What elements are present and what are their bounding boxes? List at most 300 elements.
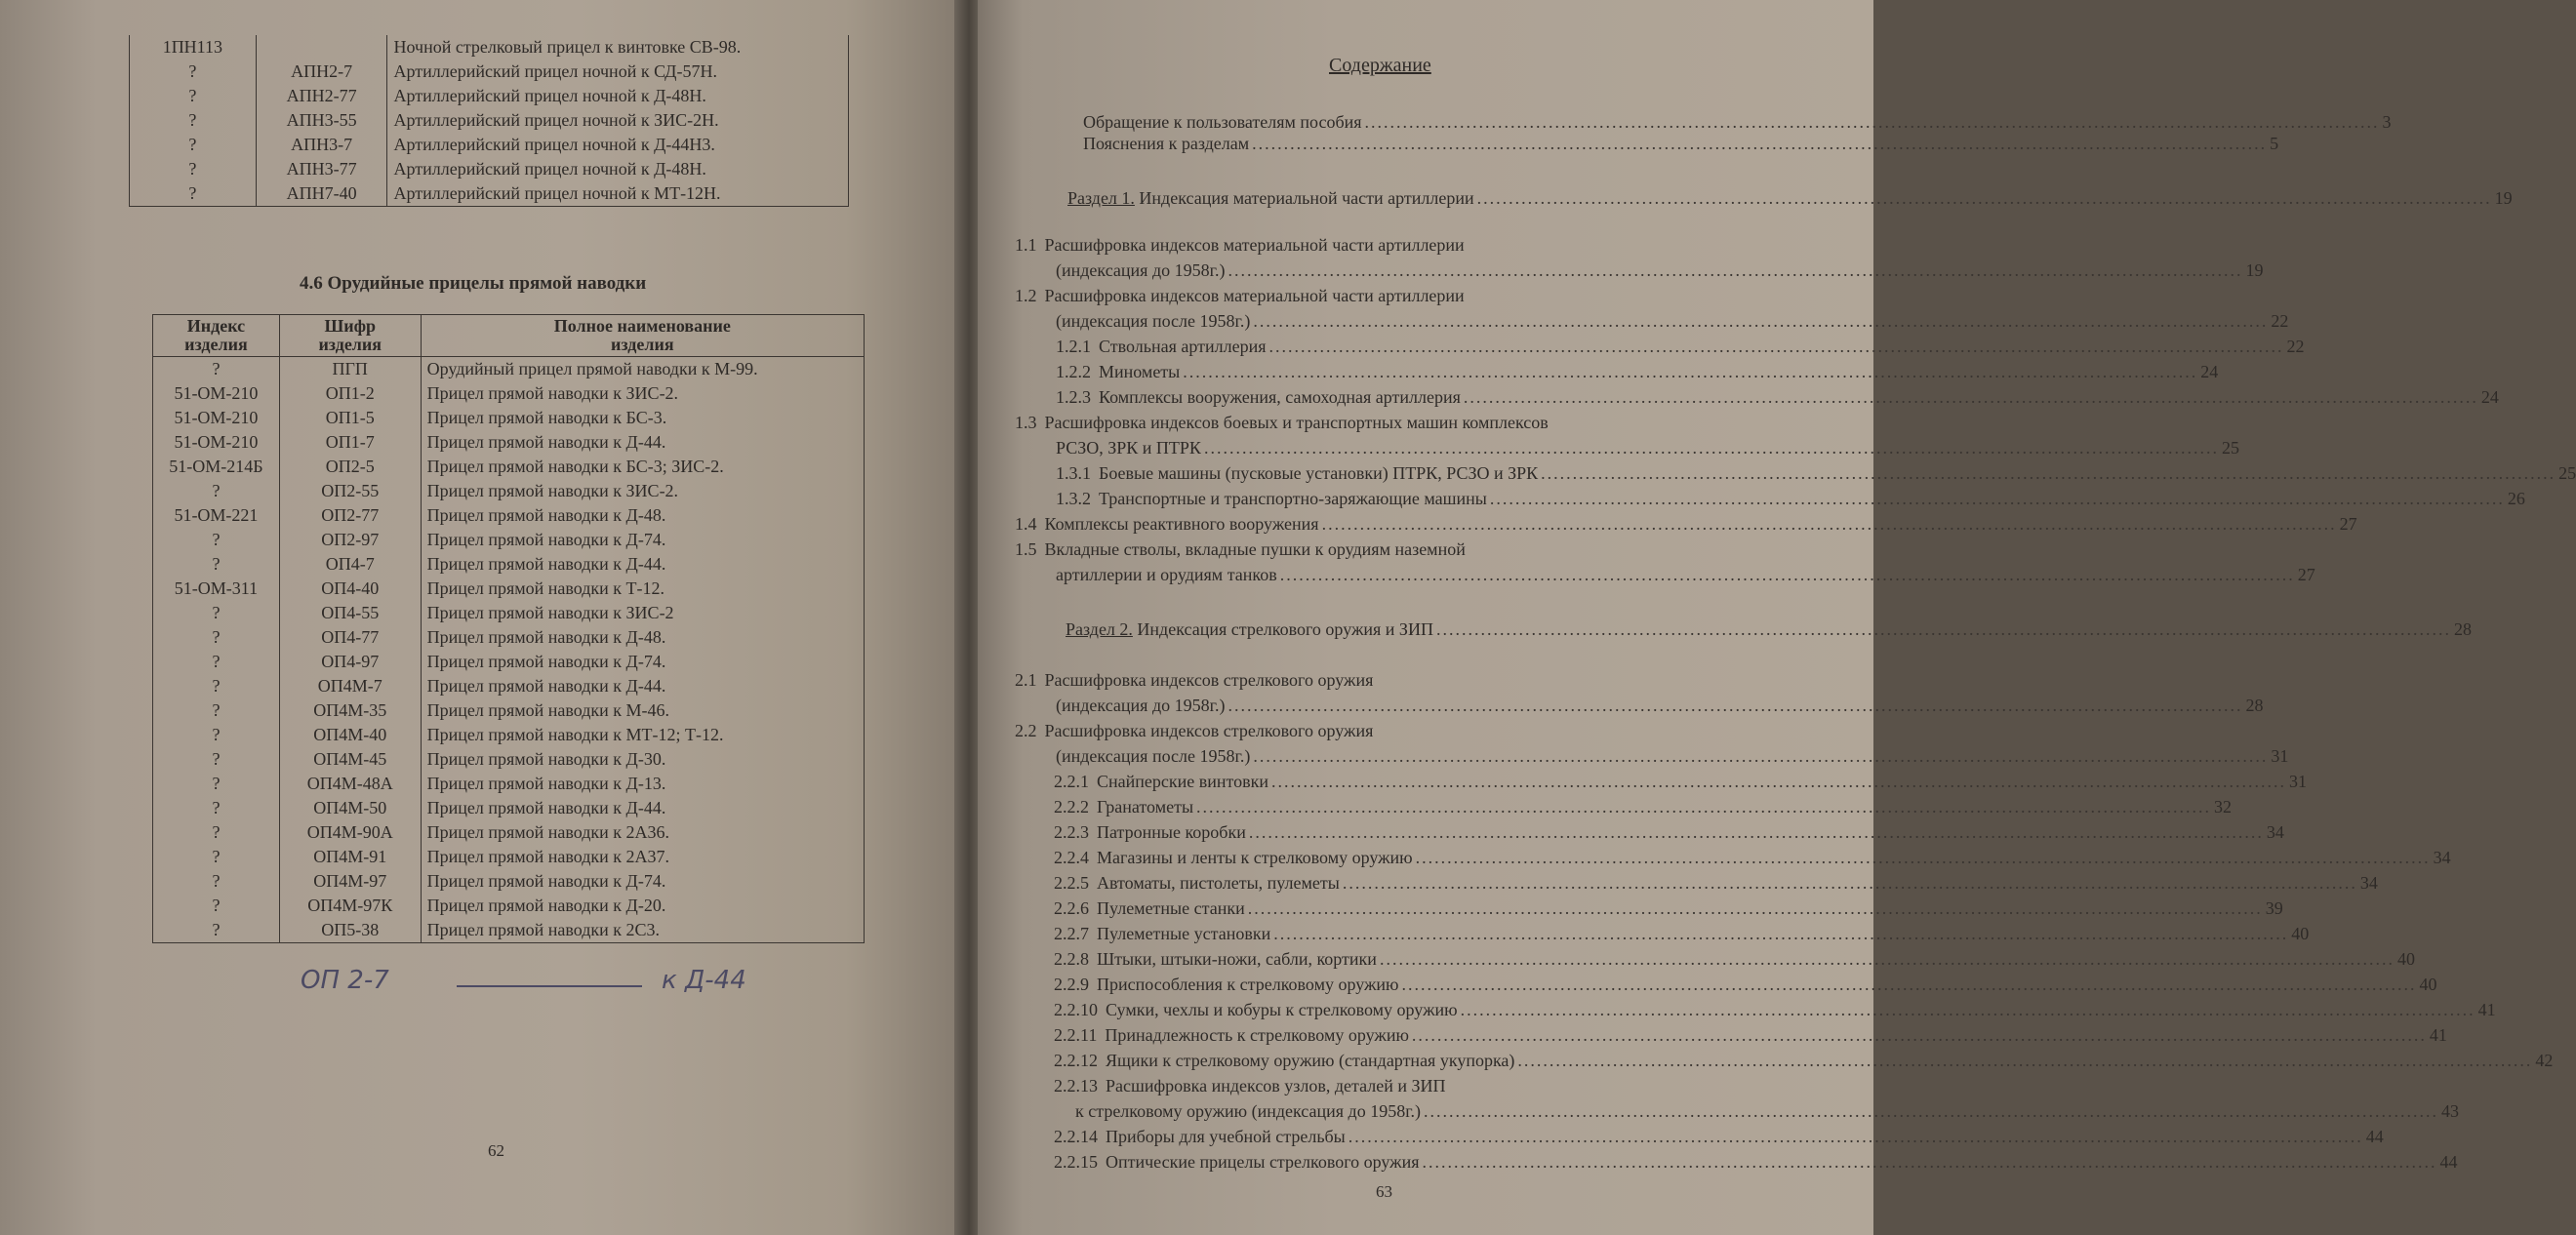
cell-code: ОП4М-90А: [279, 820, 421, 845]
header-name-line2: изделия: [611, 335, 674, 354]
toc-item: [1054, 794, 2233, 819]
cell-index: ?: [153, 650, 280, 674]
cell-index: ?: [153, 674, 280, 698]
cell-code: ОП2-55: [279, 479, 421, 503]
toc-page-number: 19: [2245, 260, 2264, 280]
cell-name: Артиллерийский прицел ночной к ЗИС-2Н.: [387, 108, 849, 133]
toc-number: 2.2.8: [1054, 949, 1089, 969]
cell-code: ОП4М-91: [279, 845, 421, 869]
header-index-line1: Индекс: [186, 316, 246, 336]
toc-page-number: 28: [2453, 619, 2472, 639]
toc-page-number: 34: [2266, 822, 2284, 842]
toc-leader-dots: [1343, 870, 2357, 896]
cell-index: ?: [153, 772, 280, 796]
toc-item: [1054, 896, 2283, 921]
cell-index: ?: [130, 84, 257, 108]
toc-leader-dots: [1204, 435, 2219, 460]
toc-text: Расшифровка индексов материальной части артиллерии: [1044, 286, 1465, 305]
table-row: [153, 430, 865, 455]
toc-text: Приборы для учебной стрельбы: [1106, 1127, 1346, 1146]
cell-index: 51-ОМ-214Б: [153, 455, 280, 479]
table-row: [153, 796, 865, 820]
cell-code: ОП4М-48А: [279, 772, 421, 796]
toc-number: 1.3.1: [1056, 463, 1091, 483]
cell-name: Прицел прямой наводки к ЗИС-2.: [421, 479, 864, 503]
table-row: [153, 479, 865, 503]
toc-item: [1056, 359, 2219, 384]
cell-name: Прицел прямой наводки к Д-44.: [421, 552, 864, 577]
toc-page-number: 40: [2291, 924, 2310, 943]
toc-text: Комплексы вооружения, самоходная артиллерия: [1099, 387, 1461, 407]
toc-leader-dots: [1461, 997, 2475, 1022]
cell-code: ОП4М-97: [279, 869, 421, 894]
cell-index: ?: [130, 181, 257, 207]
toc-number: 2.2.15: [1054, 1152, 1098, 1172]
toc-text: Принадлежность к стрелковому оружию: [1105, 1025, 1409, 1045]
toc-item: [1054, 1149, 2458, 1175]
toc-item: [1054, 819, 2284, 845]
cell-name: Прицел прямой наводки к 2С3.: [421, 918, 864, 943]
toc-leader-dots: [1249, 819, 2264, 845]
cell-name: Прицел прямой наводки к Т-12.: [421, 577, 864, 601]
toc-number: 1.4: [1015, 514, 1037, 534]
toc-item: [1054, 997, 2496, 1022]
toc-item: [1015, 283, 1465, 308]
table-row: [130, 108, 849, 133]
cell-code: ОП4М-40: [279, 723, 421, 747]
toc-page-number: 34: [2433, 848, 2451, 867]
toc-leader-dots: [1348, 1124, 2363, 1149]
cell-index: 51-ОМ-210: [153, 430, 280, 455]
table-row: [130, 157, 849, 181]
table-row: [153, 601, 865, 625]
toc-section-prefix: Раздел 2.: [1066, 619, 1133, 639]
cell-name: Прицел прямой наводки к БС-3; ЗИС-2.: [421, 455, 864, 479]
cell-name: Прицел прямой наводки к Д-44.: [421, 674, 864, 698]
toc-page-number: 44: [2365, 1127, 2384, 1146]
toc-page-number: 31: [2271, 746, 2289, 766]
toc-number: 2.2.11: [1054, 1025, 1098, 1045]
cell-index: ?: [153, 601, 280, 625]
cell-code: ОП4-7: [279, 552, 421, 577]
cell-code: ОП4-40: [279, 577, 421, 601]
cell-index: ?: [130, 60, 257, 84]
cell-code: АПН3-7: [256, 133, 387, 157]
cell-name: Артиллерийский прицел ночной к Д-48Н.: [387, 84, 849, 108]
header-index: [153, 315, 280, 357]
cell-index: ?: [153, 820, 280, 845]
toc-number: 2.2.10: [1054, 1000, 1098, 1019]
table-row: [153, 406, 865, 430]
cell-index: ?: [130, 108, 257, 133]
cell-index: ?: [153, 357, 280, 382]
toc-text: Расшифровка индексов узлов, деталей и ЗИП: [1106, 1076, 1446, 1096]
toc-item: [1015, 718, 1373, 743]
toc-page-number: 5: [2270, 134, 2279, 153]
toc-page-number: 27: [2297, 565, 2315, 584]
cell-index: 51-ОМ-210: [153, 406, 280, 430]
toc-text: Расшифровка индексов стрелкового оружия: [1044, 721, 1374, 740]
toc-item: [1056, 308, 2289, 334]
cell-index: ?: [153, 528, 280, 552]
table-row: [153, 625, 865, 650]
toc-number: 2.2.1: [1054, 772, 1089, 791]
toc-number: 1.5: [1015, 539, 1037, 559]
toc-leader-dots: [1380, 946, 2395, 972]
toc-text: Пулеметные установки: [1097, 924, 1271, 943]
toc-page-number: 31: [2289, 772, 2308, 791]
table-row: [153, 552, 865, 577]
toc-item: [1056, 486, 2525, 511]
header-code-line2: изделия: [318, 335, 382, 354]
toc-text: Пояснения к разделам: [1083, 134, 1250, 153]
toc-page-number: 40: [2396, 949, 2415, 969]
toc-page-number: 19: [2494, 188, 2513, 208]
table-row: [153, 747, 865, 772]
cell-name: Артиллерийский прицел ночной к Д-48Н.: [387, 157, 849, 181]
table-row: [153, 503, 865, 528]
toc-item: [1015, 232, 1465, 258]
cell-name: Прицел прямой наводки к ЗИС-2.: [421, 381, 864, 406]
toc-text: Минометы: [1099, 362, 1181, 381]
cell-index: ?: [130, 157, 257, 181]
table-row: [153, 698, 865, 723]
night-sights-table: [129, 35, 849, 207]
toc-leader-dots: [1273, 921, 2288, 946]
table-row: [153, 723, 865, 747]
toc-page-number: 24: [2480, 387, 2499, 407]
handwritten-note-1: ОП 2-7: [301, 966, 389, 995]
cell-name: Прицел прямой наводки к МТ-12; Т-12.: [421, 723, 864, 747]
cell-name: Прицел прямой наводки к Д-13.: [421, 772, 864, 796]
cell-index: 51-ОМ-311: [153, 577, 280, 601]
toc-item: [1056, 258, 2264, 283]
toc-item: [1015, 410, 1549, 435]
toc-text: Расшифровка индексов боевых и транспортных машин комплексов: [1044, 413, 1549, 432]
toc-item: [1054, 1124, 2384, 1149]
toc-page-number: 25: [2221, 438, 2239, 458]
toc-item: [1056, 384, 2499, 410]
toc-item: [1056, 334, 2305, 359]
header-code-line1: Шифр: [324, 316, 377, 336]
toc-text: (индексация после 1958г.): [1056, 746, 1251, 766]
cell-code: ОП2-77: [279, 503, 421, 528]
cell-code: ОП4М-45: [279, 747, 421, 772]
toc-number: 2.2.4: [1054, 848, 1089, 867]
table-header-row: [153, 315, 865, 357]
cell-name: Прицел прямой наводки к ЗИС-2: [421, 601, 864, 625]
table-row: [153, 772, 865, 796]
toc-page-number: 26: [2507, 489, 2525, 508]
toc-leader-dots: [1228, 258, 2242, 283]
toc-text: (индексация до 1958г.): [1056, 260, 1226, 280]
toc-page-number: 39: [2265, 898, 2283, 918]
cell-code: ОП4М-50: [279, 796, 421, 820]
header-name-line1: Полное наименование: [553, 316, 731, 336]
toc-page-number: 32: [2214, 797, 2233, 817]
toc-page-number: 41: [2429, 1025, 2447, 1045]
toc-leader-dots: [1477, 185, 2492, 211]
table-row: [153, 381, 865, 406]
toc-text: [1067, 185, 1474, 211]
toc-page-number: 3: [2382, 112, 2392, 132]
table-row: [153, 894, 865, 918]
toc-text: Сумки, чехлы и кобуры к стрелковому оружию: [1106, 1000, 1458, 1019]
toc-text: Ствольная артиллерия: [1099, 337, 1267, 356]
cell-name: Прицел прямой наводки к Д-44.: [421, 796, 864, 820]
toc-text: Расшифровка индексов материальной части артиллерии: [1044, 235, 1465, 255]
cell-index: ?: [153, 625, 280, 650]
toc-text: Боевые машины (пусковые установки) ПТРК, РСЗО и ЗРК: [1099, 463, 1539, 483]
table-row: [153, 455, 865, 479]
cell-code: ОП2-97: [279, 528, 421, 552]
cell-name: Прицел прямой наводки к Д-74.: [421, 650, 864, 674]
toc-item: [1054, 1073, 1446, 1098]
toc-item: [1054, 1022, 2447, 1048]
toc-leader-dots: [1541, 460, 2556, 486]
cell-code: ОП5-38: [279, 918, 421, 943]
toc-text: Вкладные стволы, вкладные пушки к орудиям наземной: [1044, 539, 1466, 559]
toc-number: 2.1: [1015, 670, 1037, 690]
cell-index: 51-ОМ-210: [153, 381, 280, 406]
toc-leader-dots: [1464, 384, 2478, 410]
section-title: 4.6 Орудийные прицелы прямой наводки: [300, 273, 647, 294]
toc-text: Снайперские винтовки: [1097, 772, 1269, 791]
cell-code: ОП4М-7: [279, 674, 421, 698]
toc-leader-dots: [1248, 896, 2263, 921]
cell-index: ?: [153, 845, 280, 869]
toc-text: Обращение к пользователям пособия: [1083, 112, 1362, 132]
toc-item: [1056, 460, 2576, 486]
table-row: [153, 528, 865, 552]
toc-text: артиллерии и орудиям танков: [1056, 565, 1277, 584]
toc-item: [1056, 743, 2289, 769]
toc-number: 2.2.13: [1054, 1076, 1098, 1096]
toc-page-number: 42: [2535, 1051, 2554, 1070]
cell-name: Прицел прямой наводки к Д-74.: [421, 869, 864, 894]
toc-number: 1.3: [1015, 413, 1037, 432]
toc-item: [1056, 693, 2264, 718]
toc-item: [1015, 667, 1373, 693]
toc-item: [1056, 435, 2239, 460]
cell-index: 1ПН113: [130, 35, 257, 60]
right-page-number: 63: [1376, 1182, 1392, 1201]
toc-number: 1.2: [1015, 286, 1037, 305]
toc-leader-dots: [1322, 511, 2337, 537]
cell-name: Прицел прямой наводки к Д-30.: [421, 747, 864, 772]
cell-index: ?: [153, 552, 280, 577]
toc-number: 2.2.9: [1054, 975, 1089, 994]
toc-leader-dots: [1402, 972, 2417, 997]
right-page: [978, 0, 2576, 1235]
table-row: [153, 674, 865, 698]
cell-index: 51-ОМ-221: [153, 503, 280, 528]
left-page: [0, 0, 961, 1235]
toc-text: Ящики к стрелковому оружию (стандартная укупорка): [1106, 1051, 1515, 1070]
toc-leader-dots: [1412, 1022, 2427, 1048]
table-row: [130, 84, 849, 108]
toc-page-number: 22: [2271, 311, 2289, 331]
cell-name: Артиллерийский прицел ночной к СД-57Н.: [387, 60, 849, 84]
cell-code: АПН7-40: [256, 181, 387, 207]
toc-number: 2.2.2: [1054, 797, 1089, 817]
toc-leader-dots: [1228, 693, 2242, 718]
toc-item: [1054, 972, 2437, 997]
toc-section-prefix: Раздел 1.: [1067, 188, 1135, 208]
toc-text: Приспособления к стрелковому оружию: [1097, 975, 1399, 994]
toc-text: Транспортные и транспортно-заряжающие машины: [1099, 489, 1487, 508]
cell-name: Прицел прямой наводки к 2А36.: [421, 820, 864, 845]
cell-code: [256, 35, 387, 60]
cell-index: ?: [153, 723, 280, 747]
table-row: [130, 133, 849, 157]
header-name: [421, 315, 864, 357]
toc-number: 1.2.2: [1056, 362, 1091, 381]
cell-code: ОП4-55: [279, 601, 421, 625]
toc-page-number: 24: [2200, 362, 2219, 381]
toc-number: 2.2.3: [1054, 822, 1089, 842]
cell-name: Прицел прямой наводки к Д-48.: [421, 503, 864, 528]
cell-index: ?: [153, 796, 280, 820]
toc-leader-dots: [1196, 794, 2211, 819]
cell-name: Прицел прямой наводки к Д-20.: [421, 894, 864, 918]
cell-index: ?: [153, 894, 280, 918]
cell-code: ОП1-7: [279, 430, 421, 455]
toc-text: Расшифровка индексов стрелкового оружия: [1044, 670, 1374, 690]
direct-fire-sights-table: [152, 314, 865, 943]
toc-leader-dots: [1424, 1098, 2438, 1124]
handwritten-note: [301, 966, 746, 995]
toc-number: 2.2: [1015, 721, 1037, 740]
cell-index: ?: [153, 869, 280, 894]
cell-code: ОП4М-97К: [279, 894, 421, 918]
table-row: [153, 918, 865, 943]
toc-page-number: 44: [2439, 1152, 2458, 1172]
toc-item: [1067, 185, 2513, 211]
toc-item: [1054, 1048, 2554, 1073]
cell-code: АПН3-77: [256, 157, 387, 181]
cell-code: АПН2-7: [256, 60, 387, 84]
toc-text: Оптические прицелы стрелкового оружия: [1106, 1152, 1420, 1172]
toc-text: Пулеметные станки: [1097, 898, 1245, 918]
toc-leader-dots: [1423, 1149, 2437, 1175]
toc-item: [1015, 511, 2357, 537]
toc-leader-dots: [1416, 845, 2431, 870]
toc-page-number: 43: [2441, 1101, 2460, 1121]
toc-item: [1054, 845, 2451, 870]
cell-code: ОП2-5: [279, 455, 421, 479]
toc-text: Автоматы, пистолеты, пулеметы: [1097, 873, 1340, 893]
toc-page-number: 28: [2245, 696, 2264, 715]
toc-item: [1015, 537, 1466, 562]
toc-leader-dots: [1490, 486, 2505, 511]
handwritten-note-2: к Д-44: [662, 966, 746, 995]
header-code: [279, 315, 421, 357]
cell-name: Прицел прямой наводки к 2А37.: [421, 845, 864, 869]
cell-name: Артиллерийский прицел ночной к Д-44Н3.: [387, 133, 849, 157]
cell-code: ОП1-5: [279, 406, 421, 430]
toc-leader-dots: [1183, 359, 2197, 384]
header-index-line2: изделия: [184, 335, 248, 354]
toc-leader-dots: [1271, 769, 2286, 794]
cell-index: ?: [153, 698, 280, 723]
table-row: [153, 357, 865, 382]
toc-item: [1054, 870, 2378, 896]
cell-code: ОП4-97: [279, 650, 421, 674]
cell-index: ?: [153, 479, 280, 503]
cell-index: ?: [130, 133, 257, 157]
toc-number: 1.2.3: [1056, 387, 1091, 407]
cell-name: Орудийный прицел прямой наводки к М-99.: [421, 357, 864, 382]
cell-name: Ночной стрелковый прицел к винтовке СВ-98.: [387, 35, 849, 60]
toc-text: Гранатометы: [1097, 797, 1194, 817]
toc-text: Комплексы реактивного вооружения: [1044, 514, 1319, 534]
cell-code: ОП4М-35: [279, 698, 421, 723]
toc-item: [1054, 769, 2308, 794]
table-row: [153, 577, 865, 601]
table-row: [153, 820, 865, 845]
toc-leader-dots: [1268, 334, 2283, 359]
handwritten-stroke: [457, 985, 642, 987]
table-row: [153, 869, 865, 894]
toc-text: к стрелковому оружию (индексация до 1958г.): [1075, 1101, 1422, 1121]
table-row: [153, 845, 865, 869]
cell-code: ОП1-2: [279, 381, 421, 406]
toc-leader-dots: [1253, 743, 2268, 769]
table-row: [130, 35, 849, 60]
toc-item: [1066, 617, 2472, 642]
toc-text: Штыки, штыки-ножи, сабли, кортики: [1097, 949, 1377, 969]
toc-item: [1083, 131, 2279, 156]
toc-page-number: 34: [2359, 873, 2378, 893]
toc-section-title: Индексация стрелкового оружия и ЗИП: [1132, 619, 1433, 639]
toc-leader-dots: [1436, 617, 2451, 642]
cell-name: Прицел прямой наводки к Д-44.: [421, 430, 864, 455]
cell-name: Прицел прямой наводки к Д-74.: [421, 528, 864, 552]
toc-page-number: 25: [2558, 463, 2576, 483]
cell-index: ?: [153, 747, 280, 772]
toc-leader-dots: [1517, 1048, 2532, 1073]
cell-code: АПН2-77: [256, 84, 387, 108]
toc-number: 1.3.2: [1056, 489, 1091, 508]
toc-number: 2.2.14: [1054, 1127, 1098, 1146]
table-row: [130, 181, 849, 207]
toc-leader-dots: [1253, 308, 2268, 334]
toc-section-title: Индексация материальной части артиллерии: [1134, 188, 1474, 208]
cell-name: Артиллерийский прицел ночной к МТ-12Н.: [387, 181, 849, 207]
toc-text: РСЗО, ЗРК и ПТРК: [1056, 438, 1201, 458]
toc-number: 2.2.5: [1054, 873, 1089, 893]
cell-code: ОП4-77: [279, 625, 421, 650]
toc-number: 1.2.1: [1056, 337, 1091, 356]
toc-number: 2.2.12: [1054, 1051, 1098, 1070]
toc-item: [1075, 1098, 2460, 1124]
toc-page-number: 27: [2339, 514, 2357, 534]
toc-page-number: 41: [2477, 1000, 2496, 1019]
table-row: [153, 650, 865, 674]
toc-text: (индексация после 1958г.): [1056, 311, 1251, 331]
toc-page-number: 40: [2419, 975, 2437, 994]
cell-index: ?: [153, 918, 280, 943]
toc-text: [1066, 617, 1433, 642]
toc-item: [1054, 946, 2415, 972]
cell-name: Прицел прямой наводки к М-46.: [421, 698, 864, 723]
toc-text: Магазины и ленты к стрелковому оружию: [1097, 848, 1413, 867]
toc-leader-dots: [1252, 131, 2267, 156]
toc-text: (индексация до 1958г.): [1056, 696, 1226, 715]
toc-item: [1056, 562, 2315, 587]
toc-number: 2.2.6: [1054, 898, 1089, 918]
